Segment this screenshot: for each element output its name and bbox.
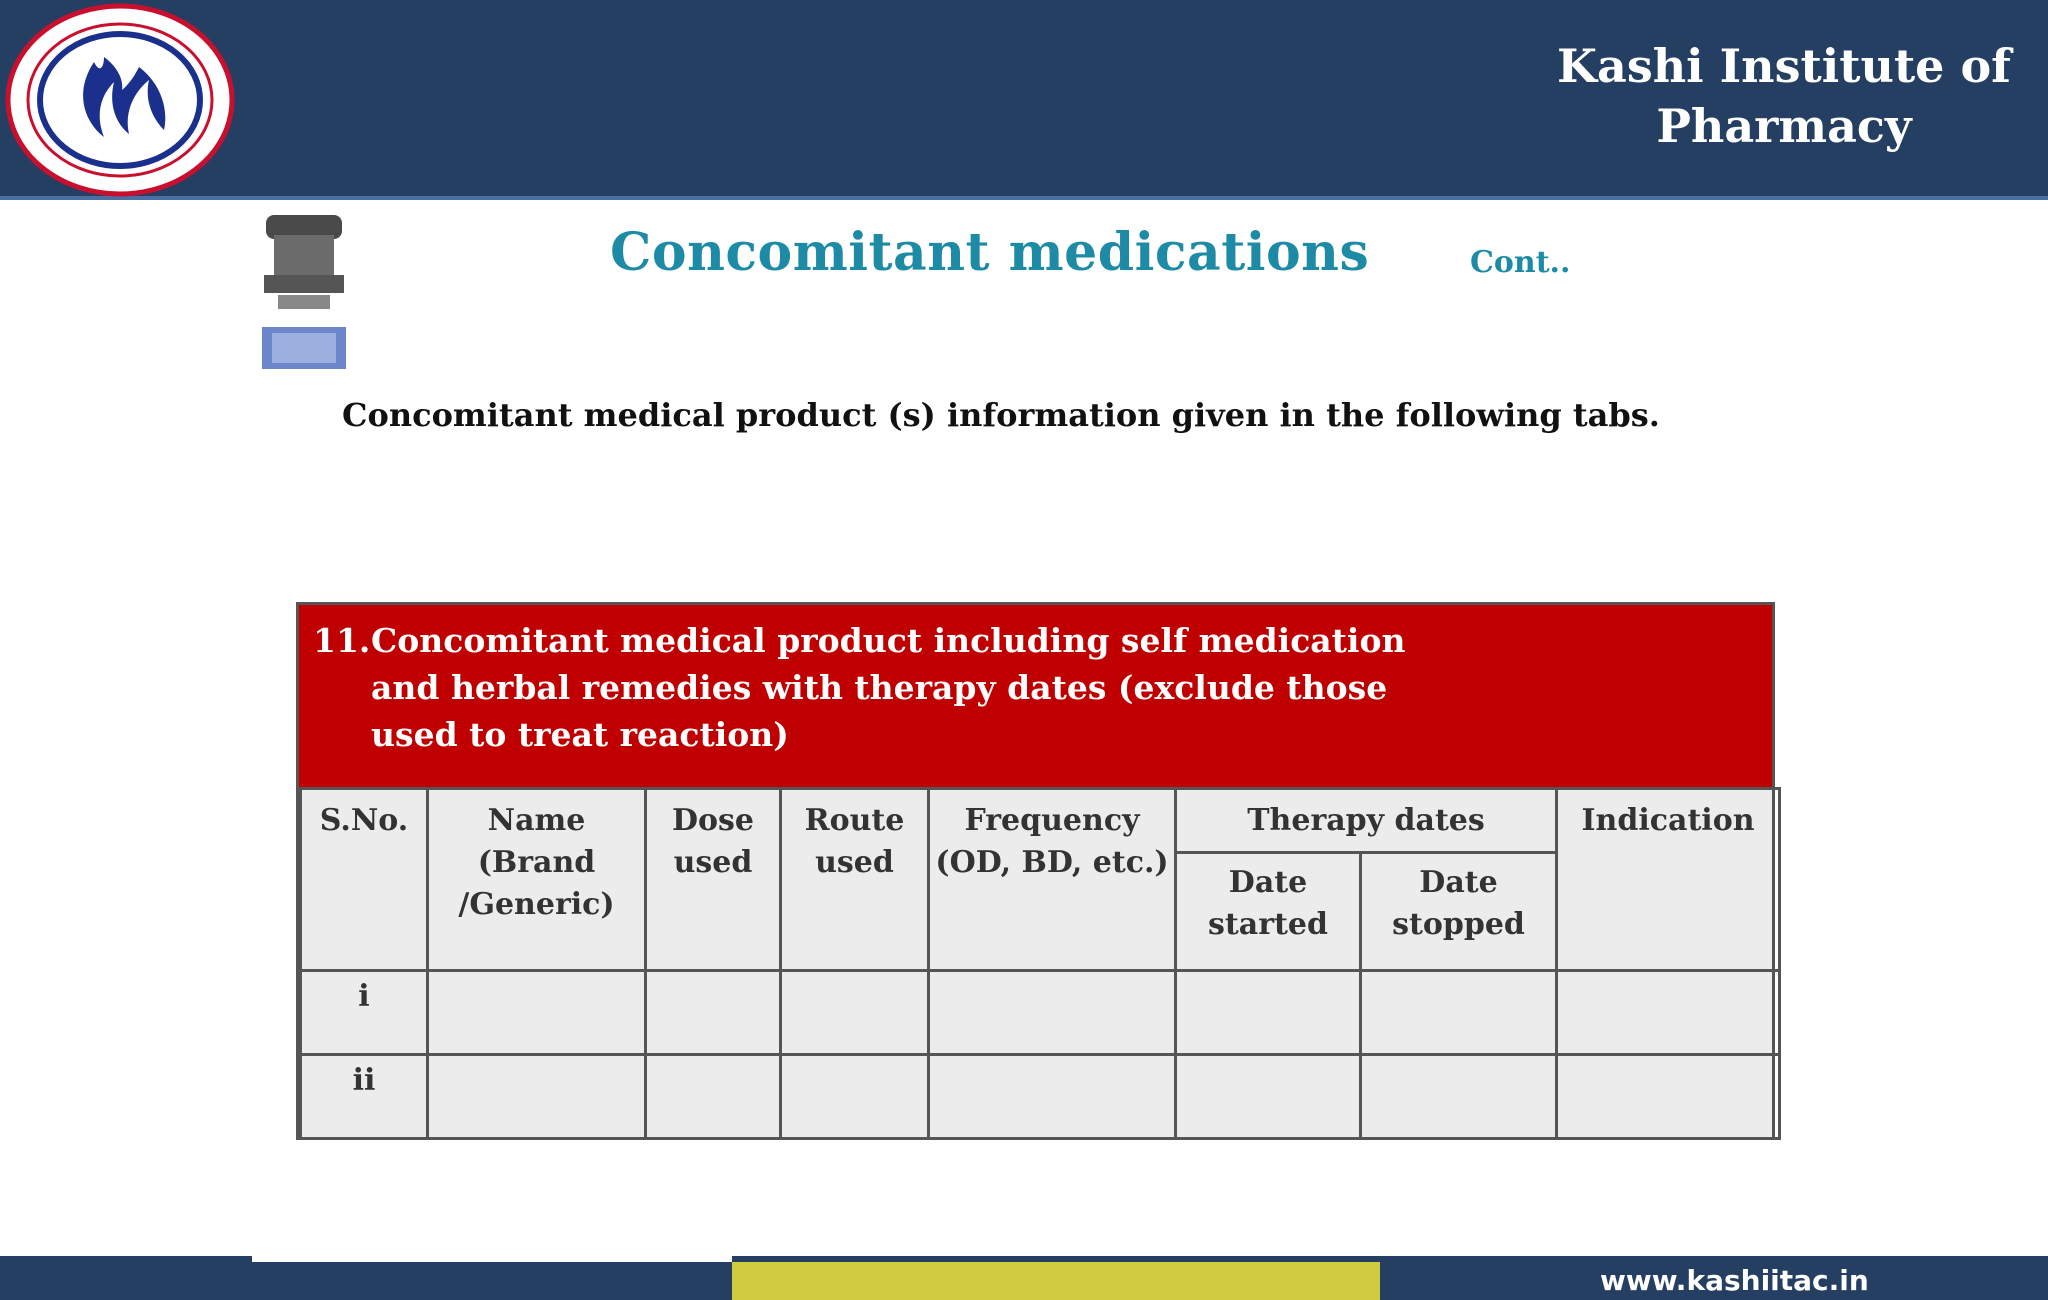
row-sno: i: [301, 971, 428, 1055]
col-name-header: Name (Brand /Generic): [428, 789, 646, 971]
national-emblem-icon: [258, 215, 350, 375]
col-dose-header: Dose used: [646, 789, 781, 971]
col-date-started-header: Date started: [1176, 853, 1361, 971]
slide-header: [0, 0, 2048, 200]
row-sno: ii: [301, 1055, 428, 1139]
institute-name-line2: Pharmacy: [1656, 99, 1912, 153]
cell-route[interactable]: [781, 971, 929, 1055]
intro-text: Concomitant medical product (s) information given in the following tabs.: [342, 396, 1660, 434]
cell-frequency[interactable]: [929, 971, 1176, 1055]
footer-yellow-band: [732, 1262, 1380, 1300]
institute-name-line1: Kashi Institute of: [1557, 39, 2011, 93]
college-seal-icon: [4, 2, 236, 198]
cell-indication[interactable]: [1557, 971, 1780, 1055]
cell-route[interactable]: [781, 1055, 929, 1139]
cell-date-stopped[interactable]: [1361, 1055, 1557, 1139]
slide-title: Concomitant medications: [610, 222, 1370, 283]
form-section-title-1: Concomitant medical product including self medication: [371, 621, 1406, 660]
cell-date-started[interactable]: [1176, 971, 1361, 1055]
table-row: [301, 971, 1780, 1055]
form-section-header: [299, 605, 1772, 787]
form-section-number: 11.: [313, 621, 371, 660]
col-frequency-header: Frequency (OD, BD, etc.): [929, 789, 1176, 971]
form-section-title-3: used to treat reaction): [371, 715, 789, 754]
col-therapy-dates-header: Therapy dates: [1176, 789, 1557, 853]
footer-white-band: [252, 1250, 732, 1262]
col-date-stopped-header: Date stopped: [1361, 853, 1557, 971]
cell-name[interactable]: [428, 1055, 646, 1139]
cell-date-stopped[interactable]: [1361, 971, 1557, 1055]
website-link[interactable]: www.kashiitac.in: [1600, 1264, 1869, 1297]
cell-name[interactable]: [428, 971, 646, 1055]
cell-frequency[interactable]: [929, 1055, 1176, 1139]
form-section-line-1: [313, 617, 1772, 664]
continued-label: Cont..: [1470, 245, 1571, 280]
medication-table: [299, 787, 1781, 1140]
form-section-title-2: and herbal remedies with therapy dates (exclude those: [371, 668, 1388, 707]
cell-indication[interactable]: [1557, 1055, 1780, 1139]
col-route-header: Route used: [781, 789, 929, 971]
cell-dose[interactable]: [646, 1055, 781, 1139]
concomitant-medication-form: [296, 602, 1775, 1140]
institute-name: [1544, 36, 2024, 156]
cell-dose[interactable]: [646, 971, 781, 1055]
table-header-row: [301, 789, 1780, 853]
table-row: [301, 1055, 1780, 1139]
col-indication-header: Indication: [1557, 789, 1780, 971]
cell-date-started[interactable]: [1176, 1055, 1361, 1139]
col-sno-header: S.No.: [301, 789, 428, 971]
